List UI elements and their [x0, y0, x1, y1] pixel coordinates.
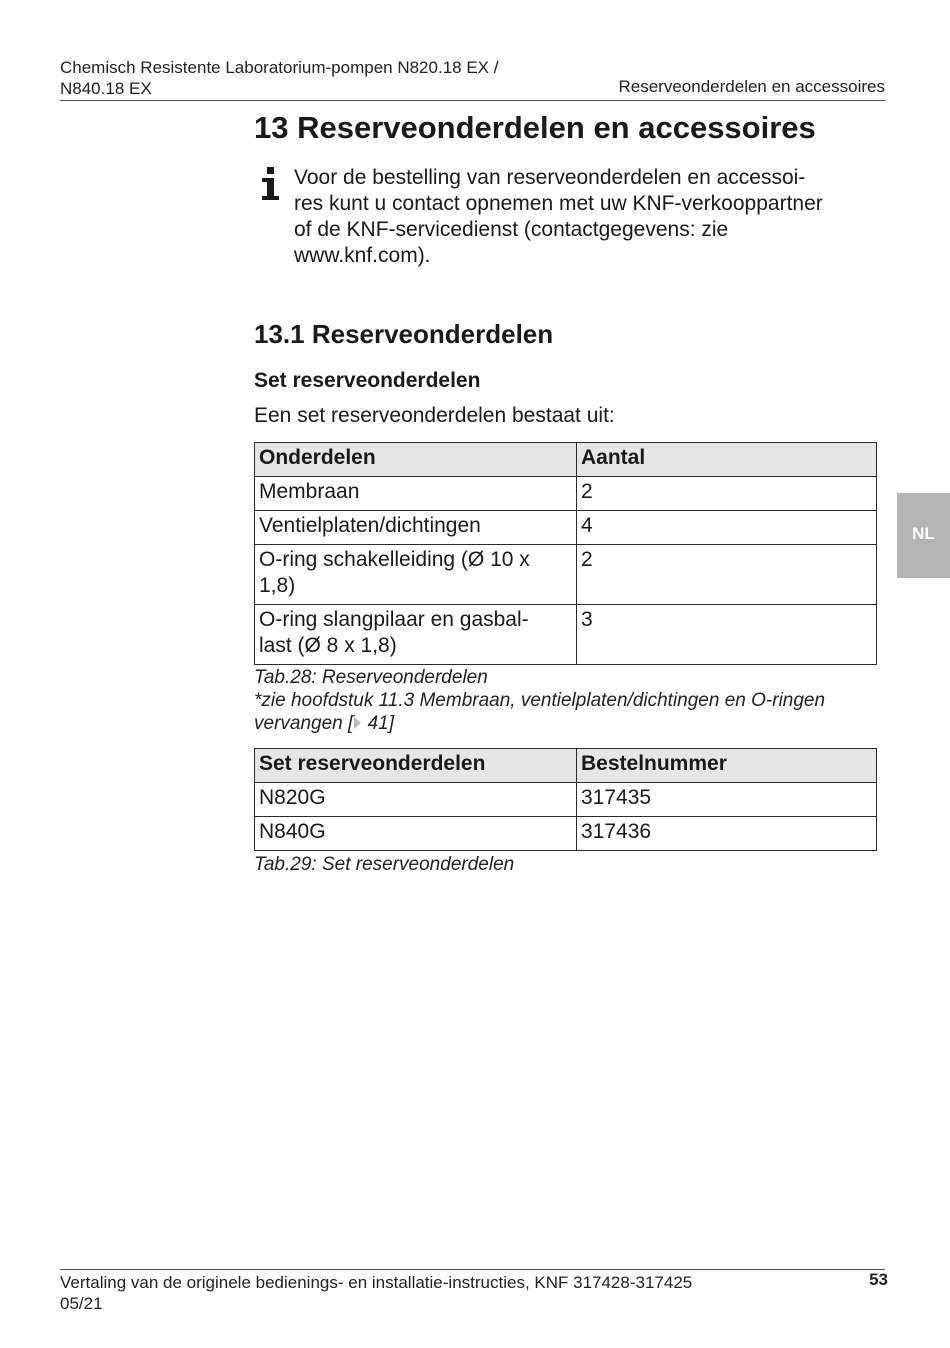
intro-text: Een set reserveonderdelen bestaat uit: — [254, 404, 615, 427]
info-icon — [262, 167, 280, 201]
table-row — [255, 817, 877, 851]
quantity-cell: 2 — [577, 545, 877, 605]
footnote-cross-reference[interactable] — [254, 712, 825, 735]
column-header-set: Set reserveonderdelen — [255, 749, 577, 783]
header-divider — [60, 100, 885, 101]
language-tab — [897, 493, 950, 578]
column-header-order-number: Bestelnummer — [577, 749, 877, 783]
parts-table — [254, 442, 877, 665]
part-cell — [255, 545, 577, 605]
language-tab-label: NL — [912, 524, 935, 543]
quantity-cell: 4 — [577, 511, 877, 545]
footer-text — [60, 1272, 692, 1314]
part-cell — [255, 605, 577, 665]
doc-title-line-2: N840.18 EX — [60, 79, 152, 98]
footer-line-2: 05/21 — [60, 1294, 103, 1313]
section-heading: 13.1 Reserveonderdelen — [254, 319, 554, 349]
set-cell: N820G — [255, 783, 577, 817]
note-line: of de KNF-servicedienst (contactgegevens: zie — [294, 218, 729, 241]
order-number-cell: 317436 — [577, 817, 877, 851]
footer-divider — [60, 1269, 885, 1270]
part-cell — [255, 477, 577, 511]
running-header-section: Reserveonderdelen en accessoires — [618, 77, 885, 96]
table-row — [255, 783, 877, 817]
set-cell: N840G — [255, 817, 577, 851]
note-line: res kunt u contact opnemen met uw KNF-verkooppartner — [294, 192, 823, 215]
footer-line-1: Vertaling van de originele bedienings- en installatie-instructies, KNF 317428-317425 — [60, 1273, 693, 1292]
chapter-title: 13 Reserveonderdelen en accessoires — [254, 110, 816, 145]
part-name: Ventielplaten/dichtingen — [259, 514, 481, 537]
part-name: Membraan — [259, 480, 360, 503]
table-row — [255, 545, 877, 605]
quantity-cell: 3 — [577, 605, 877, 665]
page-number: 53 — [869, 1270, 888, 1289]
part-name-line: 1,8) — [259, 574, 296, 597]
table-header-row — [255, 749, 877, 783]
table-row — [255, 511, 877, 545]
table-footnote — [254, 689, 825, 735]
doc-title-line-1: Chemisch Resistente Laboratorium-pompen N820.18 EX / — [60, 58, 499, 77]
spare-parts-set-table — [254, 748, 877, 851]
part-cell — [255, 511, 577, 545]
page-reference-arrow-icon — [353, 716, 362, 730]
order-number-cell: 317435 — [577, 783, 877, 817]
footnote-reference-page: 41] — [362, 713, 394, 734]
note-line: www.knf.com). — [294, 244, 431, 267]
running-header-doc-title — [60, 57, 498, 99]
column-header-parts: Onderdelen — [255, 443, 577, 477]
table-caption: Tab.28: Reserveonderdelen — [254, 667, 488, 688]
table-caption: Tab.29: Set reserveonderdelen — [254, 854, 515, 875]
part-name-line: O-ring slangpilaar en gasbal- — [259, 608, 529, 631]
footnote-reference-prefix: vervangen [ — [254, 713, 354, 734]
quantity-cell: 2 — [577, 477, 877, 511]
table-row — [255, 605, 877, 665]
table-row — [255, 477, 877, 511]
table-header-row — [255, 443, 877, 477]
footnote-line: *zie hoofdstuk 11.3 Membraan, ventielplaten/dichtingen en O-ringen — [254, 690, 826, 711]
info-note-text — [294, 165, 874, 269]
note-line: Voor de bestelling van reserveonderdelen en accessoi- — [294, 166, 806, 189]
subsection-heading: Set reserveonderdelen — [254, 369, 481, 392]
part-name-line: O-ring schakelleiding (Ø 10 x — [259, 548, 530, 571]
part-name-line: last (Ø 8 x 1,8) — [259, 634, 397, 657]
column-header-quantity: Aantal — [577, 443, 877, 477]
